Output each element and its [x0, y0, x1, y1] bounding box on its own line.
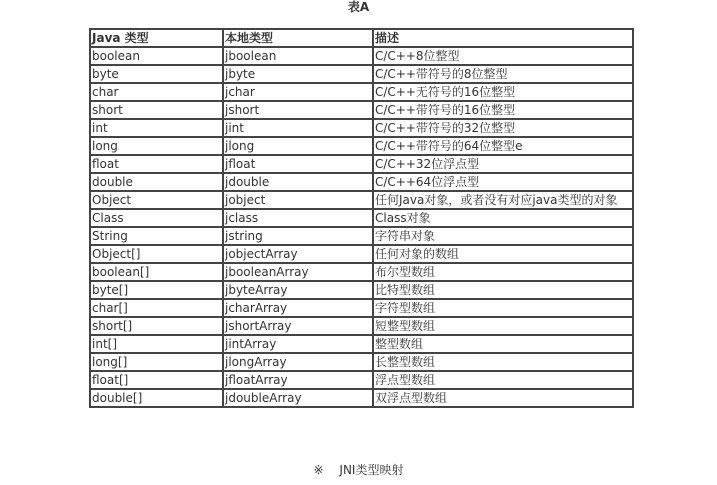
- header-native-type: 本地类型: [223, 29, 373, 47]
- table-row: [90, 299, 633, 317]
- native-type-cell: jfloatArray: [223, 371, 373, 389]
- description-cell: 布尔型数组: [373, 263, 633, 281]
- description-cell: C/C++带符号的64位整型e: [373, 137, 633, 155]
- native-type-cell: jdoubleArray: [223, 389, 373, 407]
- table-row: [90, 65, 633, 83]
- native-type-cell: jshort: [223, 101, 373, 119]
- description-cell: 任何对象的数组: [373, 245, 633, 263]
- java-type-cell: float: [90, 155, 223, 173]
- java-type-cell: byte[]: [90, 281, 223, 299]
- java-type-cell: char: [90, 83, 223, 101]
- native-type-cell: jshortArray: [223, 317, 373, 335]
- description-cell: C/C++带符号的32位整型: [373, 119, 633, 137]
- native-type-cell: jlong: [223, 137, 373, 155]
- table-header-row: [90, 29, 633, 47]
- java-type-cell: boolean: [90, 47, 223, 65]
- table-row: [90, 281, 633, 299]
- native-type-cell: jbooleanArray: [223, 263, 373, 281]
- table-row: [90, 335, 633, 353]
- description-cell: 浮点型数组: [373, 371, 633, 389]
- java-type-cell: short: [90, 101, 223, 119]
- header-java-type: Java 类型: [90, 29, 223, 47]
- native-type-cell: jdouble: [223, 173, 373, 191]
- native-type-cell: jint: [223, 119, 373, 137]
- native-type-cell: jintArray: [223, 335, 373, 353]
- native-type-cell: jbyteArray: [223, 281, 373, 299]
- table-row: [90, 119, 633, 137]
- table-row: [90, 101, 633, 119]
- table-row: [90, 209, 633, 227]
- native-type-cell: jstring: [223, 227, 373, 245]
- native-type-cell: jfloat: [223, 155, 373, 173]
- native-type-cell: jclass: [223, 209, 373, 227]
- table-caption: ※ JNI类型映射: [313, 463, 404, 477]
- native-type-cell: jbyte: [223, 65, 373, 83]
- description-cell: 字符串对象: [373, 227, 633, 245]
- table-row: [90, 371, 633, 389]
- java-type-cell: char[]: [90, 299, 223, 317]
- table-title: 表A: [347, 0, 370, 14]
- description-cell: 短整型数组: [373, 317, 633, 335]
- native-type-cell: jobject: [223, 191, 373, 209]
- description-cell: C/C++无符号的16位整型: [373, 83, 633, 101]
- java-type-cell: int: [90, 119, 223, 137]
- java-type-cell: long[]: [90, 353, 223, 371]
- table-row: [90, 137, 633, 155]
- description-cell: C/C++32位浮点型: [373, 155, 633, 173]
- description-cell: 比特型数组: [373, 281, 633, 299]
- table-row: [90, 47, 633, 65]
- table-row: [90, 173, 633, 191]
- table-row: [90, 245, 633, 263]
- java-type-cell: float[]: [90, 371, 223, 389]
- description-cell: 双浮点型数组: [373, 389, 633, 407]
- table-row: [90, 83, 633, 101]
- description-cell: C/C++64位浮点型: [373, 173, 633, 191]
- table-row: [90, 191, 633, 209]
- java-type-cell: byte: [90, 65, 223, 83]
- java-type-cell: double: [90, 173, 223, 191]
- native-type-cell: jobjectArray: [223, 245, 373, 263]
- description-cell: 字符型数组: [373, 299, 633, 317]
- java-type-cell: Class: [90, 209, 223, 227]
- native-type-cell: jlongArray: [223, 353, 373, 371]
- java-type-cell: Object[]: [90, 245, 223, 263]
- table-row: [90, 353, 633, 371]
- description-cell: C/C++8位整型: [373, 47, 633, 65]
- java-type-cell: Object: [90, 191, 223, 209]
- java-type-cell: boolean[]: [90, 263, 223, 281]
- table-row: [90, 389, 633, 407]
- java-type-cell: short[]: [90, 317, 223, 335]
- native-type-cell: jchar: [223, 83, 373, 101]
- header-description: 描述: [373, 29, 633, 47]
- description-cell: C/C++带符号的8位整型: [373, 65, 633, 83]
- description-cell: C/C++带符号的16位整型: [373, 101, 633, 119]
- description-cell: Class对象: [373, 209, 633, 227]
- description-cell: 任何Java对象，或者没有对应java类型的对象: [373, 191, 633, 209]
- jni-type-table: [89, 28, 634, 408]
- java-type-cell: long: [90, 137, 223, 155]
- table-row: [90, 317, 633, 335]
- table-row: [90, 263, 633, 281]
- table-row: [90, 155, 633, 173]
- native-type-cell: jboolean: [223, 47, 373, 65]
- description-cell: 整型数组: [373, 335, 633, 353]
- java-type-cell: double[]: [90, 389, 223, 407]
- table-row: [90, 227, 633, 245]
- native-type-cell: jcharArray: [223, 299, 373, 317]
- java-type-cell: int[]: [90, 335, 223, 353]
- java-type-cell: String: [90, 227, 223, 245]
- description-cell: 长整型数组: [373, 353, 633, 371]
